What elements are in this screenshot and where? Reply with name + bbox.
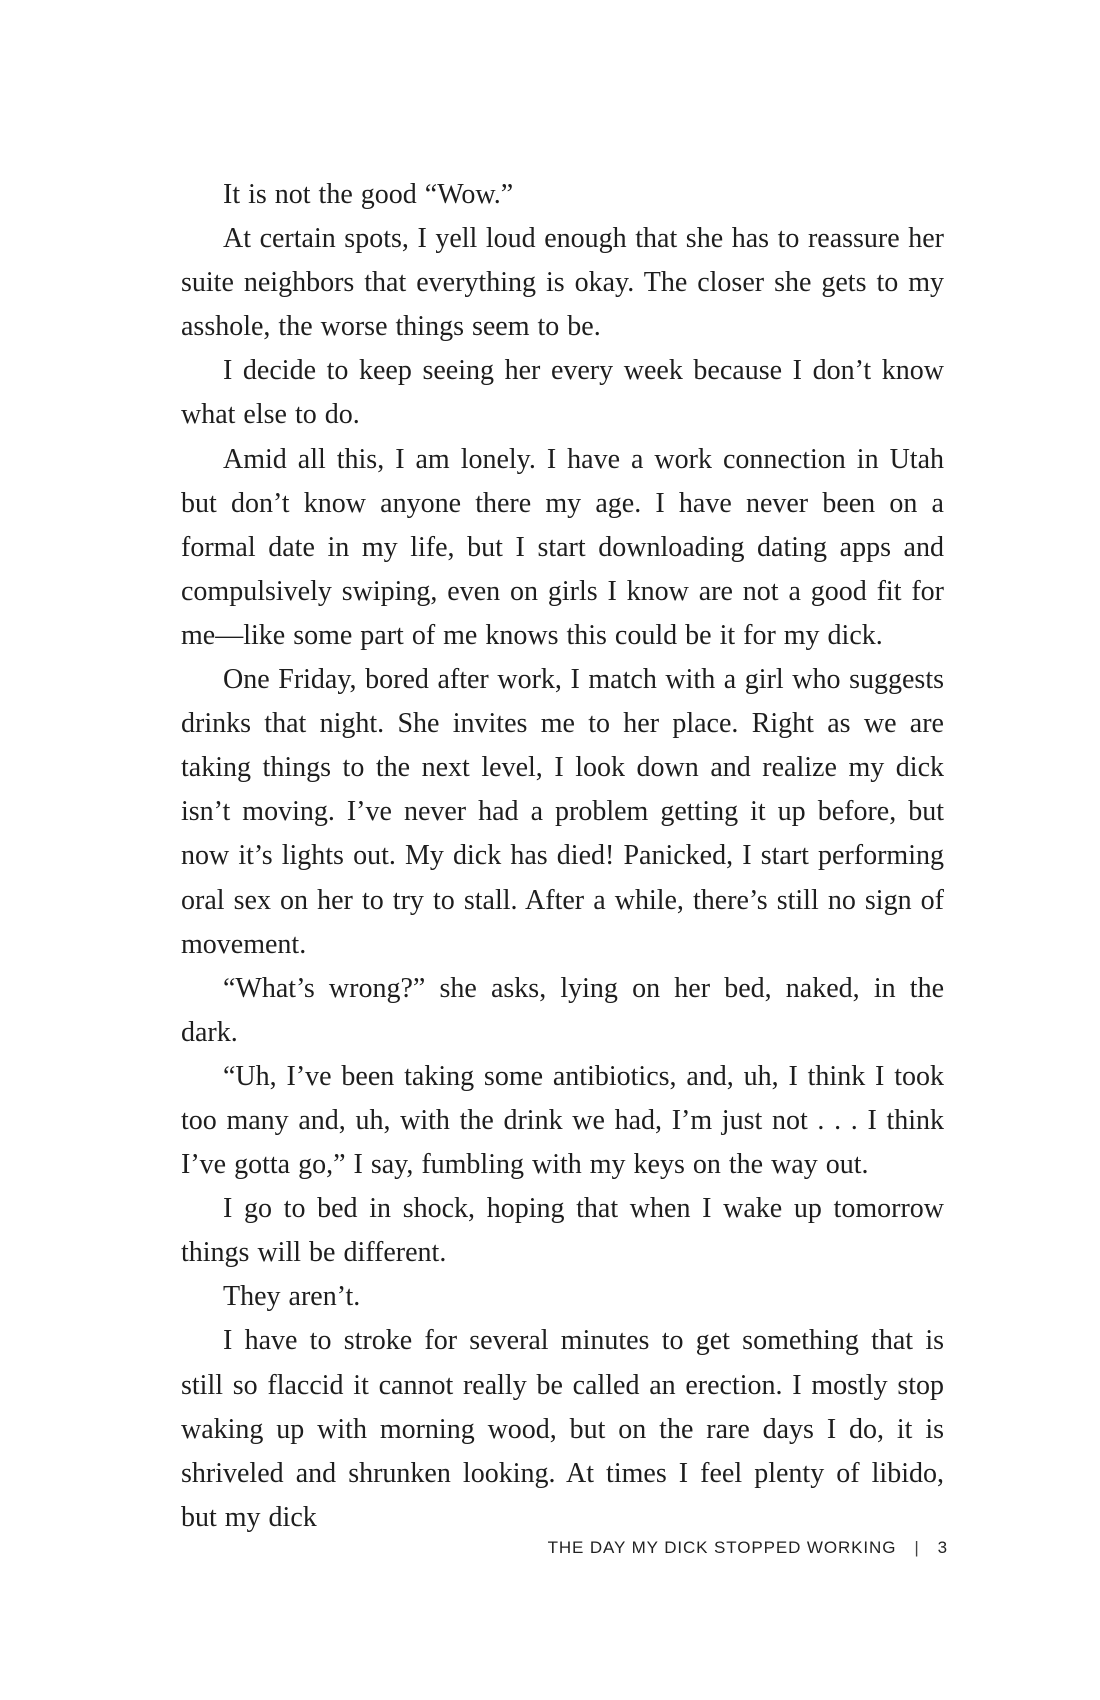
paragraph: I have to stroke for several minutes to get something that is still so flaccid it cannot really be called an erection. I mostly stop waking up with morning wood, but on the rare days I do, it is shriveled and shrunken looking. At times I feel plenty of libido, but my dick xyxy=(181,1325,944,1533)
paragraph: “Uh, I’ve been taking some antibiotics, and, uh, I think I took too many and, uh, with the drink we had, I’m just not . . . I think I’ve gotta go,” I say, fumbling with my keys on the way out. xyxy=(181,1060,944,1181)
paragraph: I go to bed in shock, hoping that when I wake up tomorrow things will be different. xyxy=(181,1193,944,1269)
paragraph: I decide to keep seeing her every week because I don’t know what else to do. xyxy=(181,355,944,431)
paragraph: At certain spots, I yell loud enough that she has to reassure her suite neighbors that everything is okay. The closer she gets to my asshole, the worse things seem to be. xyxy=(181,223,944,343)
running-title: THE DAY MY DICK STOPPED WORKING xyxy=(547,1538,897,1557)
paragraph: It is not the good “Wow.” xyxy=(223,179,514,210)
body-text xyxy=(181,173,944,1540)
paragraph: Amid all this, I am lonely. I have a work connection in Utah but don’t know anyone there my age. I have never been on a formal date in my life, but I start downloading dating apps and compulsively swiping, even on girls I know are not a good fit for me—like some part of me knows this could be it for my dick. xyxy=(181,443,944,651)
paragraph: “What’s wrong?” she asks, lying on her bed, naked, in the dark. xyxy=(181,972,944,1048)
page-number: 3 xyxy=(937,1538,948,1557)
running-footer xyxy=(548,1538,948,1558)
footer-separator: | xyxy=(914,1538,920,1557)
paragraph: One Friday, bored after work, I match with a girl who suggests drinks that night. She invites me to her place. Right as we are taking things to the next level, I look down and realize my dick isn’t moving. I’ve never had a problem getting it up before, but now it’s lights out. My dick has died! Panicked, I start performing oral sex on her to try to stall. After a while, there’s still no sign of movement. xyxy=(181,664,944,960)
paragraph: They aren’t. xyxy=(223,1281,361,1313)
